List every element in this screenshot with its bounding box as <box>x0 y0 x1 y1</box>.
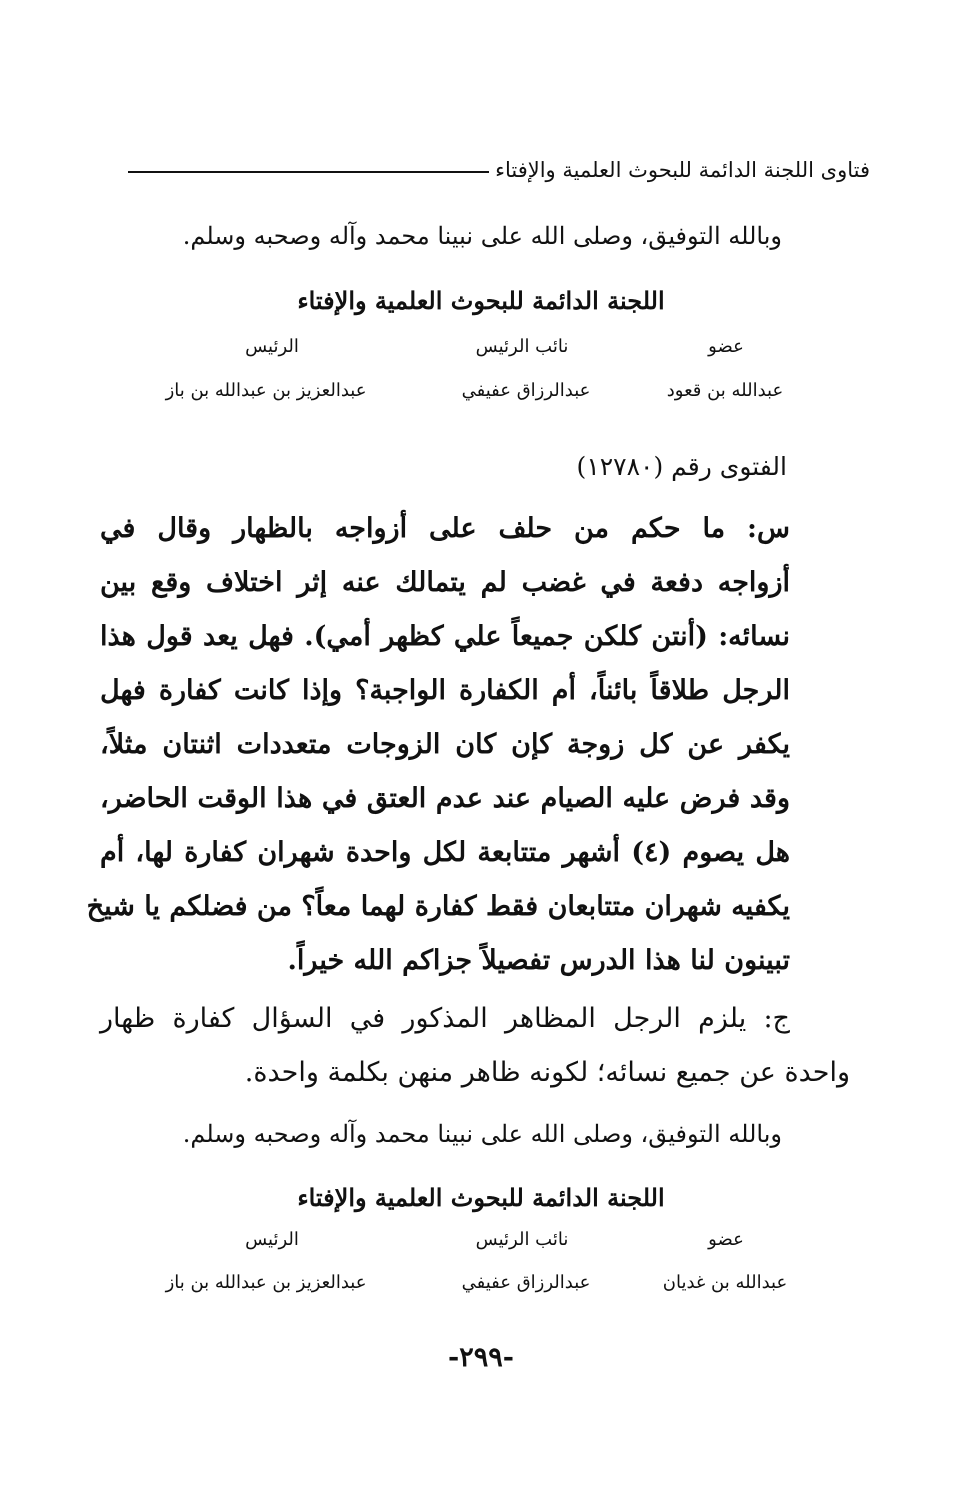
closing-prayer: وبالله التوفيق، وصلى الله على نبينا محمد وآله وصحبه وسلم. <box>182 222 782 250</box>
question-line: أزواجه دفعة في غضب لم يتمالك عنه إثر اختلاف وقع بين <box>100 567 790 598</box>
signatory-role-member: عضو <box>708 1229 744 1250</box>
question-line: يكفر عن كل زوجة كإن كان الزوجات متعددات اثنتان مثلاً، <box>100 729 790 760</box>
question-line: نسائه: (أنتن كلكن جميعاً علي كظهر أمي). فهل يعد قول هذا <box>100 621 790 652</box>
question-line: س: ما حكم من حلف على أزواجه بالظهار وقال في <box>100 513 790 544</box>
signatory-name-member: عبدالله بن غديان <box>662 1272 788 1293</box>
committee-name: اللجنة الدائمة للبحوث العلمية والإفتاء <box>297 286 665 315</box>
header-title: فتاوى اللجنة الدائمة للبحوث العلمية والإفتاء <box>495 158 870 182</box>
question-line: هل يصوم (٤) أشهر متتابعة لكل واحدة شهران كفارة لها، أم <box>100 837 791 868</box>
signatory-role-president: الرئيس <box>245 1229 299 1250</box>
answer-line: واحدة عن جميع نسائه؛ لكونه ظاهر منهن بكلمة واحدة. <box>244 1057 850 1088</box>
signatory-name-deputy: عبدالرزاق عفيفي <box>461 380 591 401</box>
closing-prayer: وبالله التوفيق، وصلى الله على نبينا محمد وآله وصحبه وسلم. <box>182 1120 782 1148</box>
signatory-role-deputy: نائب الرئيس <box>475 1229 569 1250</box>
page-number: -٢٩٩- <box>448 1342 514 1373</box>
running-header <box>128 148 870 182</box>
question-line: تبينون لنا هذا الدرس تفصيلاً جزاكم الله خيراً. <box>287 945 790 976</box>
signatory-role-deputy: نائب الرئيس <box>475 336 569 357</box>
committee-name: اللجنة الدائمة للبحوث العلمية والإفتاء <box>297 1183 665 1212</box>
question-line: وقد فرض عليه الصيام عند عدم العتق في هذا الوقت الحاضر، <box>100 783 790 814</box>
header-rule <box>128 171 489 173</box>
signatory-role-member: عضو <box>708 336 744 357</box>
signatory-name-member: عبدالله بن قعود <box>666 380 784 401</box>
signatory-role-president: الرئيس <box>245 336 299 357</box>
signatory-name-president: عبدالعزيز بن عبدالله بن باز <box>165 380 367 401</box>
question-line: الرجل طلاقاً بائناً، أم الكفارة الواجبة؟ وإذا كانت كفارة فهل <box>100 675 790 706</box>
signatory-name-deputy: عبدالرزاق عفيفي <box>461 1272 591 1293</box>
question-line: يكفيه شهران متتابعان فقط كفارة لهما معاً؟ من فضلكم يا شيخ <box>86 891 790 922</box>
answer-line: ج: يلزم الرجل المظاهر المذكور في السؤال كفارة ظهار <box>100 1003 790 1034</box>
signatory-name-president: عبدالعزيز بن عبدالله بن باز <box>165 1272 367 1293</box>
fatwa-number: الفتوى رقم (١٢٧٨٠) <box>576 452 787 481</box>
